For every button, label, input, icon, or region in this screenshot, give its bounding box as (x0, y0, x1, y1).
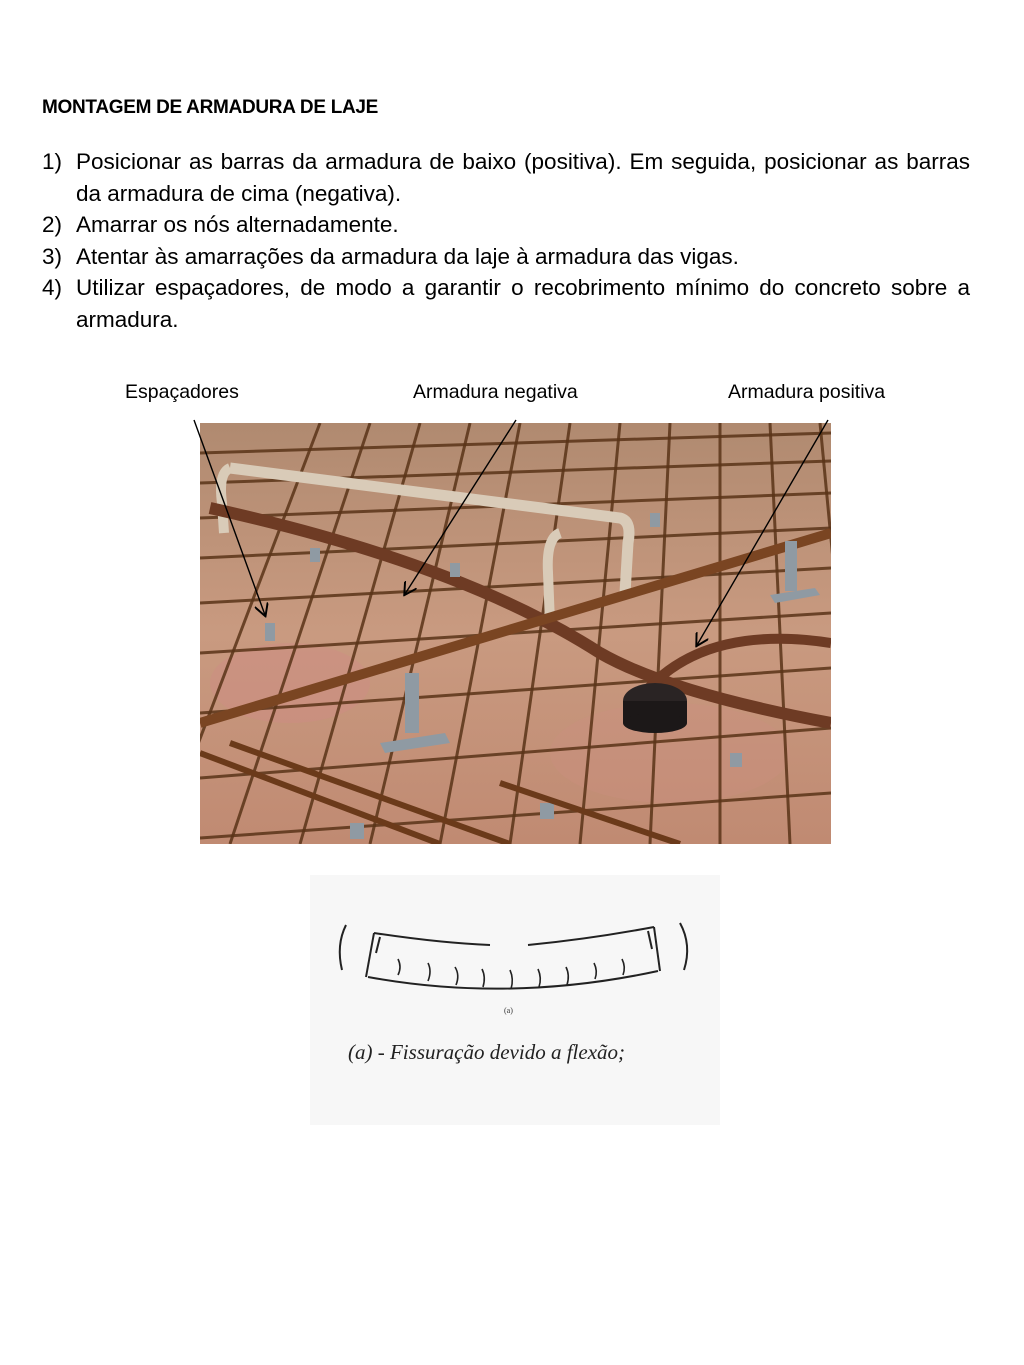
label-armadura-negativa: Armadura negativa (413, 381, 578, 403)
step-text: Utilizar espaçadores, de modo a garantir o recobrimento mínimo do concreto sobre a armadura. (76, 275, 970, 332)
list-item (42, 209, 970, 241)
label-armadura-positiva: Armadura positiva (728, 381, 886, 403)
figure-caption: (a) - Fissuração devido a flexão; (348, 1040, 626, 1064)
steps-list (42, 146, 970, 335)
label-espacadores: Espaçadores (125, 381, 239, 403)
step-text: Posicionar as barras da armadura de baixo (positiva). Em seguida, posicionar as barras da armadura de cima (negativa). (76, 149, 970, 206)
list-item (42, 146, 970, 209)
rebar-mesh-photo (200, 423, 831, 844)
beam-diagram (310, 875, 720, 1035)
cracking-diagram (310, 875, 720, 1125)
step-number: 3) (42, 243, 63, 269)
step-text: Atentar às amarrações da armadura da laje à armadura das vigas. (76, 243, 739, 269)
step-text: Amarrar os nós alternadamente. (76, 212, 399, 237)
step-number: 1) (42, 149, 63, 174)
figure-mark: (a) (504, 1006, 513, 1015)
list-item (42, 272, 970, 335)
step-number: 4) (42, 275, 63, 300)
step-number: 2) (42, 212, 63, 237)
page-title: MONTAGEM DE ARMADURA DE LAJE (42, 97, 379, 118)
list-item (42, 241, 970, 273)
